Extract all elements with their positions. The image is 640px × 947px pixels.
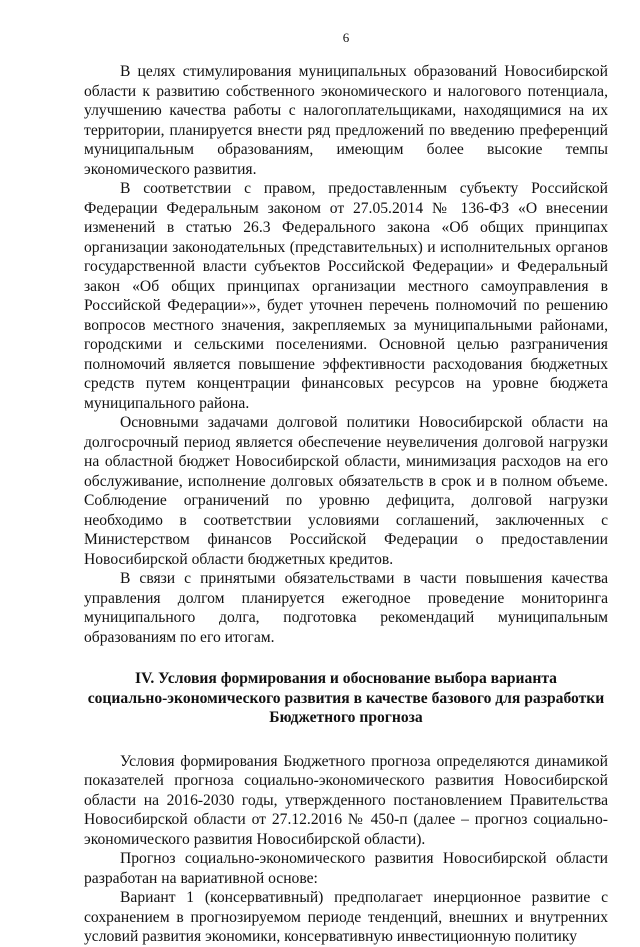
- document-page: [84, 30, 608, 947]
- section-heading-line-1: IV. Условия формирования и обоснование выбора варианта: [135, 670, 557, 687]
- paragraph-forecast-conditions: Условия формирования Бюджетного прогноза определяются динамикой показателей прогноза социально-экономического развития Новосибирской области на 2016-2030 годы, утвержденного постановлением Правительства Новосибирской области от 27.12.2016 № 450-п (далее – прогноз социально-экономического развития Новосибирской области).: [84, 752, 608, 848]
- paragraph-federal-law: В соответствии с правом, предоставленным субъекту Российской Федерации Федеральным законом от 27.05.2014 № 136-ФЗ «О внесении изменений в статью 26.3 Федерального закона «Об общих принципах организации законодательных (представительных) и исполнительных органов государственной власти субъектов Российской Федерации» и Федеральный закон «Об общих принципах организации местного самоуправления в Российской Федерации»», будет уточнен перечень полномочий по решению вопросов местного значения, закрепляемых за муниципальными районами, городскими и сельскими поселениями. Основной целью разграничения полномочий является повышение эффективности расходования бюджетных средств путем концентрации финансовых ресурсов на уровне бюджета муниципального района.: [84, 180, 608, 412]
- section-heading: [84, 669, 608, 728]
- page-number: 6: [342, 30, 350, 45]
- paragraph-debt-monitoring: В связи с принятыми обязательствами в части повышения качества управления долгом планируется ежегодное проведение мониторинга муниципального долга, подготовка рекомендаций муниципальным образованиям по его итогам.: [84, 570, 608, 646]
- paragraph-variant-1: Вариант 1 (консервативный) предполагает инерционное развитие с сохранением в прогнозируемом периоде тенденций, внешних и внутренних условий развития экономики, консервативную инвестиционную политику: [84, 889, 608, 945]
- paragraph-debt-policy: Основными задачами долговой политики Новосибирской области на долгосрочный период является обеспечение неувеличения долговой нагрузки на областной бюджет Новосибирской области, минимизация расходов на его обслуживание, исполнение долговых обязательств в срок и в полном объеме. Соблюдение ограничений по уровню дефицита, долговой нагрузки необходимо в соответствии условиями соглашений, заключенных с Министерством финансов Российской Федерации о предоставлении Новосибирской области бюджетных кредитов.: [84, 414, 608, 568]
- section-heading-line-3: Бюджетного прогноза: [269, 709, 423, 726]
- paragraph-forecast-variants: Прогноз социально-экономического развития Новосибирской области разработан на вариативной основе:: [84, 850, 608, 887]
- section-heading-line-2: социально-экономического развития в качестве базового для разработки: [87, 689, 605, 707]
- paragraph-municipal-incentives: В целях стимулирования муниципальных образований Новосибирской области к развитию собственного экономического и налогового потенциала, улучшению качества работы с налогоплательщиками, находящимися на их территории, планируется внести ряд предложений по введению преференций муниципальным образованиям, имеющим более высокие темпы экономического развития.: [84, 63, 608, 178]
